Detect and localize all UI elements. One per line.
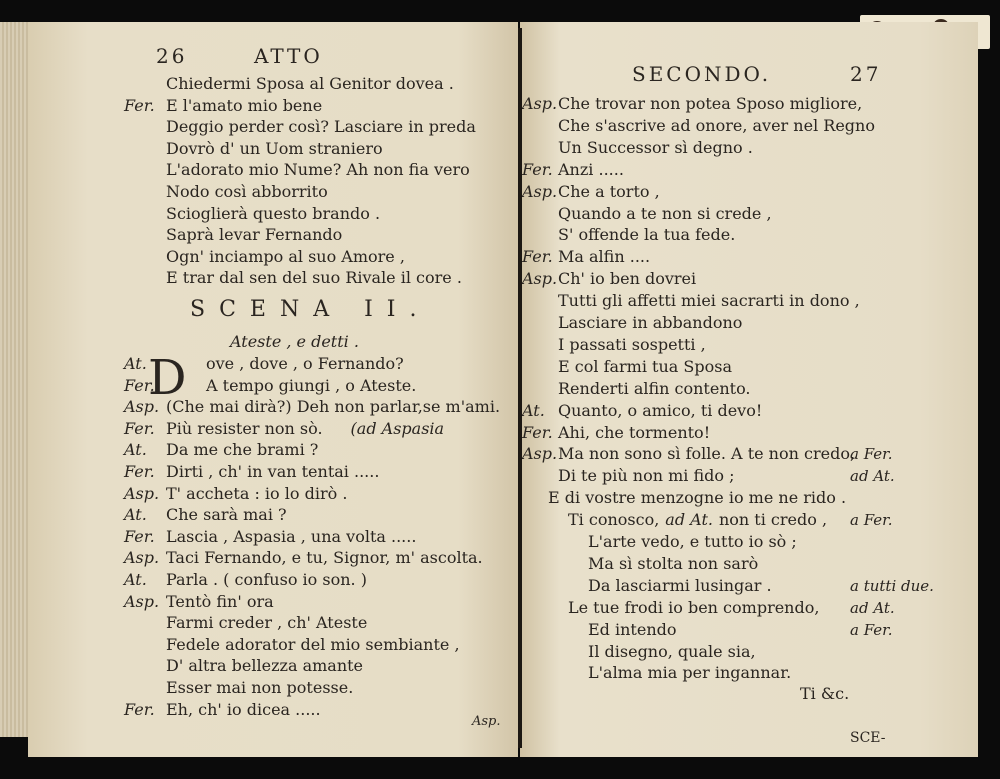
stage-direction: ad At. — [850, 598, 895, 617]
speaker-label: Fer. — [124, 699, 155, 719]
speaker-label: Asp. — [522, 181, 558, 201]
verse-text: Più resister non sò. — [166, 418, 323, 438]
speaker-label: Asp. — [522, 269, 558, 289]
verse-text: L'arte vedo, e tutto io sò ; — [588, 532, 797, 551]
verse-line — [124, 117, 476, 137]
stage-direction: a Fer. — [850, 620, 893, 639]
running-head: ATTO — [254, 44, 323, 68]
verse-line — [558, 116, 875, 136]
verse-line — [124, 440, 318, 460]
verse-line — [124, 635, 460, 655]
verse-line — [558, 466, 895, 486]
page-number: 26 — [156, 44, 188, 68]
verse-text: non ti credo , — [718, 510, 828, 530]
verse-line — [522, 94, 862, 114]
verse-text: (Che mai dirà?) Deh non parlar,se m'ami. — [166, 397, 501, 417]
verse-line — [588, 619, 893, 640]
verse-text: Fedele adorator del mio sembiante , — [166, 634, 460, 654]
verse-text: A tempo giungi , o Ateste. — [206, 375, 417, 395]
verse-line — [124, 484, 347, 504]
verse-line — [124, 96, 322, 116]
stage-direction: ad At. — [850, 467, 895, 486]
verse-text: Tutti gli affetti miei sacrarti in dono , — [558, 291, 860, 311]
verse-text: Di te più non mi fido ; — [558, 466, 735, 486]
verse-line — [124, 247, 405, 267]
verse-line — [124, 139, 383, 159]
verse-line — [124, 592, 274, 612]
verse-line — [568, 510, 893, 530]
speaker-label: Asp. — [124, 548, 160, 568]
verse-text: Ch' io ben dovrei — [558, 269, 697, 289]
speaker-label: Fer. — [522, 422, 553, 442]
verse-line — [522, 444, 893, 464]
verse-text: Scioglierà questo brando . — [166, 203, 381, 223]
verse-line — [522, 182, 660, 202]
verse-text: Che trovar non potea Sposo migliore, — [558, 94, 863, 113]
verse-line — [124, 204, 380, 224]
open-book — [28, 22, 978, 757]
verse-line — [124, 700, 321, 720]
verse-line — [124, 74, 454, 94]
left-page — [28, 22, 518, 757]
verse-line — [558, 291, 860, 311]
verse-text: Lasciare in abbandono — [558, 313, 743, 332]
verse-text: Lascia , Aspasia , una volta ..... — [166, 526, 417, 546]
speaker-label: At. — [124, 505, 147, 525]
verse-line — [124, 268, 462, 288]
page-number: 27 — [850, 62, 882, 86]
verse-line — [558, 138, 753, 158]
verse-text: S' offende la tua fede. — [558, 225, 736, 245]
verse-line — [124, 462, 379, 482]
verse-text: Un Successor sì degno . — [558, 137, 753, 157]
verse-line — [124, 613, 367, 633]
speaker-label: At. — [124, 570, 147, 589]
verse-text: Eh, ch' io dicea ..... — [166, 699, 321, 719]
verse-text: Ma non sono sì folle. A te non credo, — [558, 444, 856, 464]
verse-line — [124, 160, 470, 180]
verse-line — [124, 548, 483, 568]
verse-text: Tentò fin' ora — [166, 591, 274, 611]
verse-text: Quanto, o amico, ti devo! — [558, 400, 763, 420]
verse-text: Saprà levar Fernando — [166, 225, 343, 245]
speaker-label: Asp. — [522, 444, 558, 464]
speaker-label: Fer. — [522, 159, 553, 179]
verse-text: Renderti alfin contento. — [558, 378, 751, 398]
verse-text: Farmi creder , ch' Ateste — [166, 613, 368, 633]
drop-capital: D — [148, 350, 187, 406]
verse-line — [124, 505, 287, 525]
speaker-label: Asp. — [522, 94, 558, 113]
verse-line — [588, 663, 791, 683]
verse-text: Esser mai non potesse. — [166, 678, 354, 697]
verse-line — [558, 313, 742, 333]
verse-text: Che sarà mai ? — [166, 505, 287, 525]
verse-text: T' accheta : io lo dirò . — [166, 483, 348, 503]
verse-text: Anzi ..... — [558, 159, 624, 179]
verse-text: Che a torto , — [558, 181, 660, 201]
verse-line — [588, 642, 756, 662]
verse-line — [124, 397, 500, 417]
stage-direction: ad At. — [665, 510, 713, 530]
verse-line — [522, 423, 710, 443]
verse-line — [124, 527, 416, 547]
verse-line — [124, 419, 444, 439]
verse-line — [568, 597, 895, 618]
verse-text: D' altra bellezza amante — [166, 656, 364, 676]
verse-text: ove , dove , o Fernando? — [206, 354, 404, 373]
catchword: Asp. — [472, 714, 501, 729]
speaker-label: Fer. — [124, 526, 155, 546]
speaker-label: Asp. — [124, 591, 160, 611]
verse-line — [522, 160, 624, 180]
verse-line — [548, 488, 846, 508]
verse-line — [522, 269, 696, 289]
speaker-label: Fer. — [124, 418, 155, 438]
verse-line — [558, 379, 751, 399]
verse-text: Parla . ( confuso io son. ) — [166, 570, 367, 589]
verse-line — [522, 247, 650, 267]
speaker-label: Asp. — [124, 483, 160, 503]
verse-text: Nodo così abborrito — [166, 182, 328, 201]
verse-line — [558, 335, 706, 355]
verse-text: Ma sì stolta non sarò — [588, 553, 759, 573]
verse-text: Quando a te non si crede , — [558, 203, 772, 223]
verse-text: Da lasciarmi lusingar . — [588, 575, 772, 595]
stage-direction: a tutti due. — [850, 576, 934, 595]
verse-text: Ahi, che tormento! — [558, 422, 711, 442]
verse-line — [558, 225, 735, 245]
stage-direction: a Fer. — [850, 445, 893, 464]
verse-line — [588, 532, 797, 552]
stage-direction: (ad Aspasia — [350, 418, 445, 438]
verse-text: Dovrò d' un Uom straniero — [166, 138, 383, 158]
verse-text: Taci Fernando, e tu, Signor, m' ascolta. — [166, 548, 483, 568]
verse-text: Ti conosco, — [568, 510, 660, 530]
gutter — [518, 28, 522, 748]
stage-direction: a Fer. — [850, 511, 893, 530]
verse-text: E col farmi tua Sposa — [558, 356, 732, 376]
verse-text: Che s'ascrive ad onore, aver nel Regno — [558, 115, 875, 135]
verse-text: E trar dal sen del suo Rivale il core . — [166, 268, 462, 288]
verse-text: Le tue frodi io ben comprendo, — [568, 597, 820, 617]
catchword: SCE- — [850, 730, 886, 746]
verse-line — [124, 656, 363, 676]
verse-text: Ogn' inciampo al suo Amore , — [166, 246, 405, 266]
verse-line — [558, 204, 772, 224]
verse-line — [124, 376, 416, 396]
verse-line — [588, 575, 934, 596]
verse-line — [124, 570, 367, 590]
verse-text: Ma alfin .... — [558, 247, 651, 267]
verse-line — [124, 225, 342, 245]
speaker-label: At. — [124, 440, 147, 460]
speaker-label: Fer. — [124, 462, 155, 481]
verse-line — [558, 357, 732, 377]
verse-text: E l'amato mio bene — [166, 95, 323, 115]
verse-line — [124, 182, 328, 202]
speaker-label: At. — [124, 354, 147, 373]
verse-line — [124, 354, 404, 374]
verse-line — [522, 401, 762, 421]
speaker-label: Asp. — [124, 397, 160, 417]
verse-line — [588, 554, 758, 574]
verse-text: Ed intendo — [588, 619, 677, 639]
verse-text: L'adorato mio Nume? Ah non fia vero — [166, 160, 470, 180]
verse-text: Deggio perder così? Lasciare in preda — [166, 117, 476, 137]
verse-text: Il disegno, quale sia, — [588, 641, 756, 661]
verse-text: L'alma mia per ingannar. — [588, 663, 792, 683]
scene-persons: Ateste , e detti . — [230, 332, 359, 351]
speaker-label: Fer. — [124, 95, 155, 115]
verse-text: Chiedermi Sposa al Genitor dovea . — [166, 74, 454, 93]
running-head: SECONDO. — [632, 62, 772, 86]
verse-line — [124, 678, 353, 698]
scene-title: SCENA II. — [190, 297, 431, 322]
verse-text: I passati sospetti , — [558, 334, 706, 354]
verse-text: Da me che brami ? — [166, 440, 319, 460]
speaker-label: Fer. — [124, 375, 155, 395]
verse-text: E di vostre menzogne io me ne rido . — [548, 488, 847, 508]
speaker-label: At. — [522, 400, 545, 420]
speaker-label: Fer. — [522, 247, 553, 267]
right-page — [520, 22, 978, 757]
verse-text: Dirti , ch' in van tentai ..... — [166, 462, 380, 481]
closing-cue: Ti &c. — [800, 684, 850, 703]
